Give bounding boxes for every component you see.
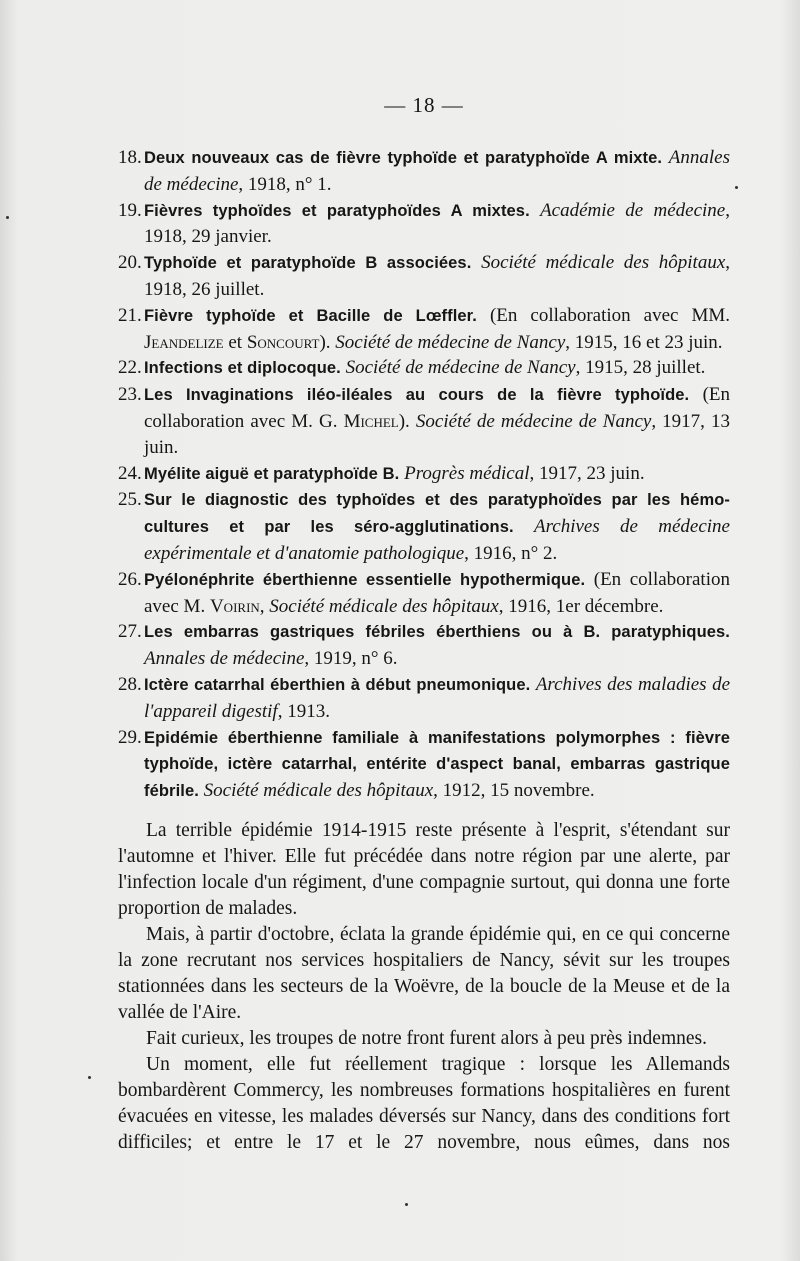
print-speck [88, 1076, 91, 1079]
reference-note: et [223, 331, 247, 353]
reference-item [118, 487, 730, 566]
reference-source: Société médicale des hôpitaux [269, 595, 499, 617]
reference-source: Archives des maladies de l'appareil digestif [144, 673, 731, 722]
print-speck [735, 186, 738, 189]
reference-source: Annales de médecine [144, 147, 730, 195]
reference-title: Les Invaginations iléo-iléales au cours de la fièvre typhoïde. [144, 386, 690, 405]
reference-note: (En collaboration avec M. G. [144, 384, 730, 432]
reference-item [118, 355, 730, 382]
reference-note: (En collaboration avec M. [144, 568, 730, 617]
reference-number: 21. [118, 304, 142, 326]
page-number: — 18 — [384, 93, 464, 117]
reference-item [118, 672, 730, 725]
reference-title: Fièvre typhoïde et Bacille de Lœffler. [144, 306, 477, 325]
reference-item [118, 567, 730, 620]
reference-number: 27. [118, 621, 142, 643]
reference-author: Voirin [209, 595, 260, 617]
reference-title: Fièvres typhoïdes et paratyphoïdes A mixtes. [144, 201, 530, 220]
reference-date: , 1917, 13 juin. [144, 410, 731, 458]
print-speck [6, 216, 9, 219]
reference-item [118, 725, 730, 805]
paragraph-3: Fait curieux, les troupes de notre front furent alors à peu près indemnes. [146, 1028, 707, 1049]
reference-number: 22. [118, 357, 142, 379]
reference-author: Jeandelize [144, 331, 224, 353]
reference-author: Michel [343, 410, 399, 432]
reference-title: Epidémie éberthienne familiale à manifestations polymorphes : fièvre typhoïde, ictère catarrhal, entérite d'aspect banal, embarras gastrique fébrile. [144, 728, 730, 801]
reference-title: Les embarras gastriques fébriles éberthiens ou à B. paratyphiques. [144, 623, 730, 642]
reference-item [118, 145, 730, 198]
reference-number: 28. [118, 673, 142, 695]
reference-item [118, 198, 730, 251]
reference-title: Deux nouveaux cas de fièvre typhoïde et paratyphoïde A mixte. [144, 149, 663, 167]
paragraph-1: La terrible épidémie 1914-1915 reste présente à l'esprit, s'étendant sur l'automne et l'hiver. Elle fut précédée dans notre région par une alerte, par l'infection locale d'un régiment, d'une compagnie surtout, qui donna une forte proportion de malades. [118, 820, 730, 919]
reference-date: , 1915, 28 juillet. [575, 357, 706, 379]
body-text [118, 818, 730, 1156]
reference-number: 26. [118, 568, 142, 590]
reference-title: Sur le diagnostic des typhoïdes et des paratyphoïdes par les hémo-cultures et par les séro-agglutinations. [144, 491, 730, 537]
reference-title: Ictère catarrhal éberthien à début pneumonique. [144, 675, 531, 694]
reference-number: 24. [118, 462, 142, 484]
reference-title: Typhoïde et paratyphoïde B associées. [144, 254, 472, 273]
reference-item [118, 619, 730, 672]
reference-number: 25. [118, 489, 142, 511]
reference-note: ). [319, 331, 336, 353]
reference-source: Archives de médecine expérimentale et d'anatomie pathologique [144, 516, 730, 564]
reference-date: , 1913. [277, 700, 330, 722]
reference-source: Annales de médecine [144, 648, 305, 670]
reference-source: Progrès médical [404, 462, 530, 484]
reference-number: 19. [118, 199, 142, 221]
reference-note: , [259, 595, 270, 617]
reference-date: , 1912, 15 novembre. [433, 780, 595, 802]
reference-item [118, 382, 730, 460]
reference-source: Société de médecine de Nancy [415, 410, 652, 432]
paragraph-2: Mais, à partir d'octobre, éclata la grande épidémie qui, en ce qui concerne la zone recrutant nos services hospitaliers de Nancy, sévit sur les troupes stationnées dans les secteurs de la Woëvre, de la boucle de la Meuse et de la vallée de l'Aire. [118, 924, 730, 1023]
reference-note: ). [398, 410, 416, 432]
print-speck [405, 1203, 408, 1206]
reference-source: Société médicale des hôpitaux [481, 252, 726, 274]
reference-number: 29. [118, 726, 142, 748]
reference-note: (En collaboration avec MM. [476, 304, 730, 326]
reference-source: Société médicale des hôpitaux [203, 780, 434, 802]
reference-item [118, 303, 730, 356]
paragraph-4: Un moment, elle fut réellement tragique : lorsque les Allemands bombardèrent Commercy, les nombreuses formations hospitalières en furent évacuées en vitesse, les malades déversés sur Nancy, dans des conditions fort difficiles; et entre le 17 et le 27 novembre, nous eûmes, dans nos [118, 1054, 730, 1153]
reference-date: , 1916, n° 2. [464, 542, 558, 564]
reference-date: , 1915, 16 et 23 juin. [565, 331, 723, 353]
reference-title: Infections et diplocoque. [144, 359, 341, 378]
reference-source: Société de médecine de Nancy [335, 331, 566, 353]
reference-date: , 1919, n° 6. [304, 648, 398, 670]
reference-date: , 1918, n° 1. [238, 173, 332, 195]
reference-title: Myélite aiguë et paratyphoïde B. [144, 464, 400, 483]
reference-item [118, 461, 730, 488]
reference-date: , 1918, 26 juillet. [144, 252, 730, 300]
reference-author: Soncourt [246, 331, 320, 353]
reference-number: 23. [118, 384, 142, 406]
reference-item [118, 250, 730, 303]
reference-date: , 1916, 1er décembre. [498, 595, 664, 617]
reference-number: 18. [118, 147, 142, 168]
reference-source: Académie de médecine [540, 199, 726, 221]
reference-source: Société de médecine de Nancy [345, 357, 576, 379]
reference-date: , 1918, 29 janvier. [144, 199, 730, 248]
reference-list [118, 145, 730, 805]
reference-date: , 1917, 23 juin. [529, 462, 645, 484]
reference-title: Pyélonéphrite éberthienne essentielle hypothermique. [144, 570, 586, 589]
reference-number: 20. [118, 252, 142, 274]
